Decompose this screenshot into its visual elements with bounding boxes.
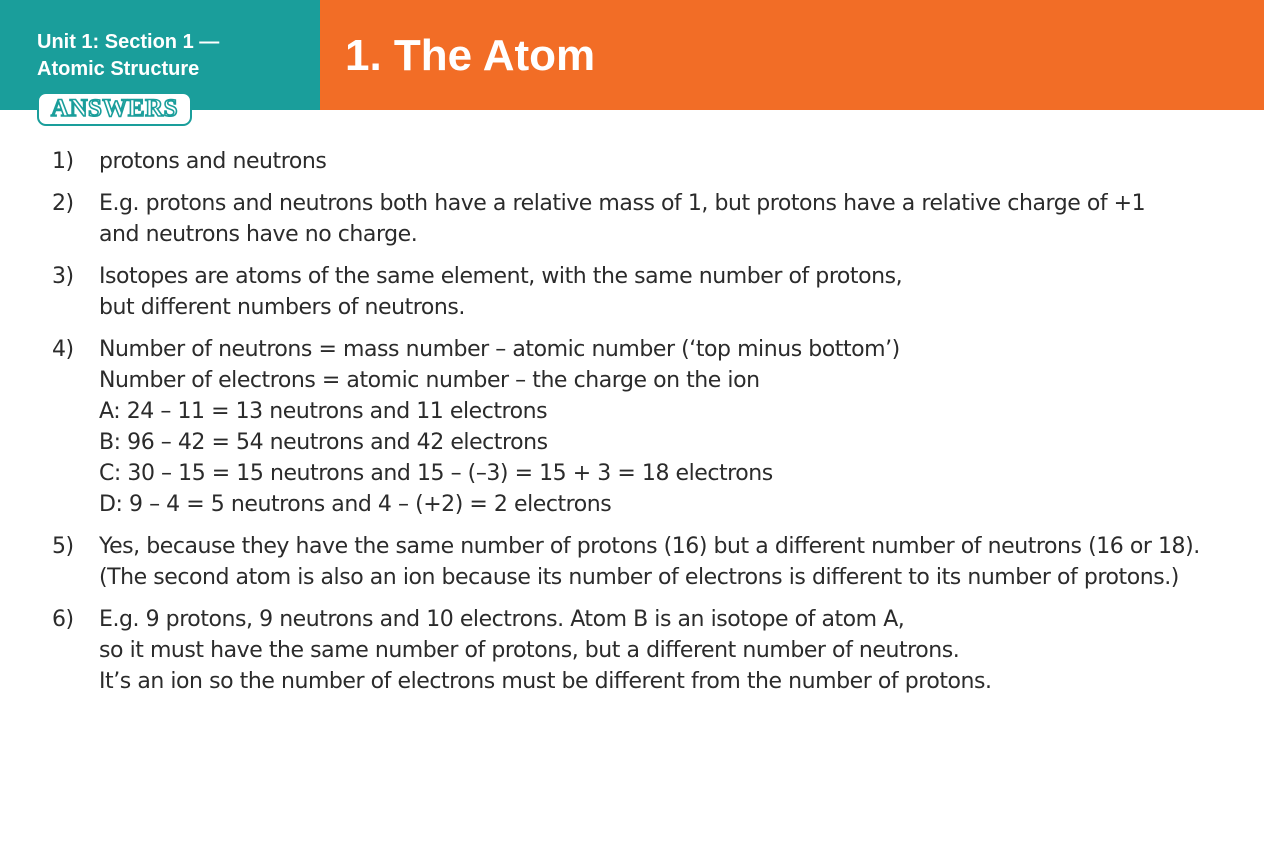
title-banner [320,0,1264,110]
answer-number: 6) [52,607,74,632]
answer-item [52,604,1242,697]
answer-line: Number of electrons = atomic number – the charge on the ion [99,368,760,393]
answer-line: D: 9 – 4 = 5 neutrons and 4 – (+2) = 2 electrons [99,492,612,517]
section-label [37,29,307,83]
answer-line: so it must have the same number of protons, but a different number of neutrons. [99,638,960,663]
answer-line: protons and neutrons [99,149,327,174]
answers-badge [37,92,192,126]
answer-item [52,531,1242,593]
answer-line: It’s an ion so the number of electrons must be different from the number of protons. [99,669,992,694]
answer-item [52,146,1242,177]
answer-line: C: 30 – 15 = 15 neutrons and 15 – (–3) = 15 + 3 = 18 electrons [99,461,773,486]
answer-number: 2) [52,191,74,216]
answer-number: 4) [52,337,74,362]
answer-line: E.g. 9 protons, 9 neutrons and 10 electrons. Atom B is an isotope of atom A, [99,607,905,632]
answers-badge-label: ANSWERS [50,95,179,122]
answer-line: A: 24 – 11 = 13 neutrons and 11 electrons [99,399,548,424]
answer-line: and neutrons have no charge. [99,222,418,247]
section-label-line-2: Atomic Structure [37,58,200,80]
answer-line: (The second atom is also an ion because its number of electrons is different to its number of protons.) [99,565,1179,590]
answer-item [52,188,1242,250]
answer-line: E.g. protons and neutrons both have a relative mass of 1, but protons have a relative charge of +1 [99,191,1146,216]
answer-line: Yes, because they have the same number of protons (16) but a different number of neutrons (16 or 18). [99,534,1200,559]
answer-line: but different numbers of neutrons. [99,295,465,320]
answer-number: 3) [52,264,74,289]
answer-item [52,334,1242,520]
page-title: 1. The Atom [345,31,596,80]
answer-list [52,146,1242,708]
answer-line: Number of neutrons = mass number – atomic number (‘top minus bottom’) [99,337,900,362]
answer-item [52,261,1242,323]
answer-line: Isotopes are atoms of the same element, with the same number of protons, [99,264,903,289]
answer-line: B: 96 – 42 = 54 neutrons and 42 electrons [99,430,548,455]
answer-number: 5) [52,534,74,559]
section-label-line-1: Unit 1: Section 1 — [37,31,220,53]
answer-number: 1) [52,149,74,174]
